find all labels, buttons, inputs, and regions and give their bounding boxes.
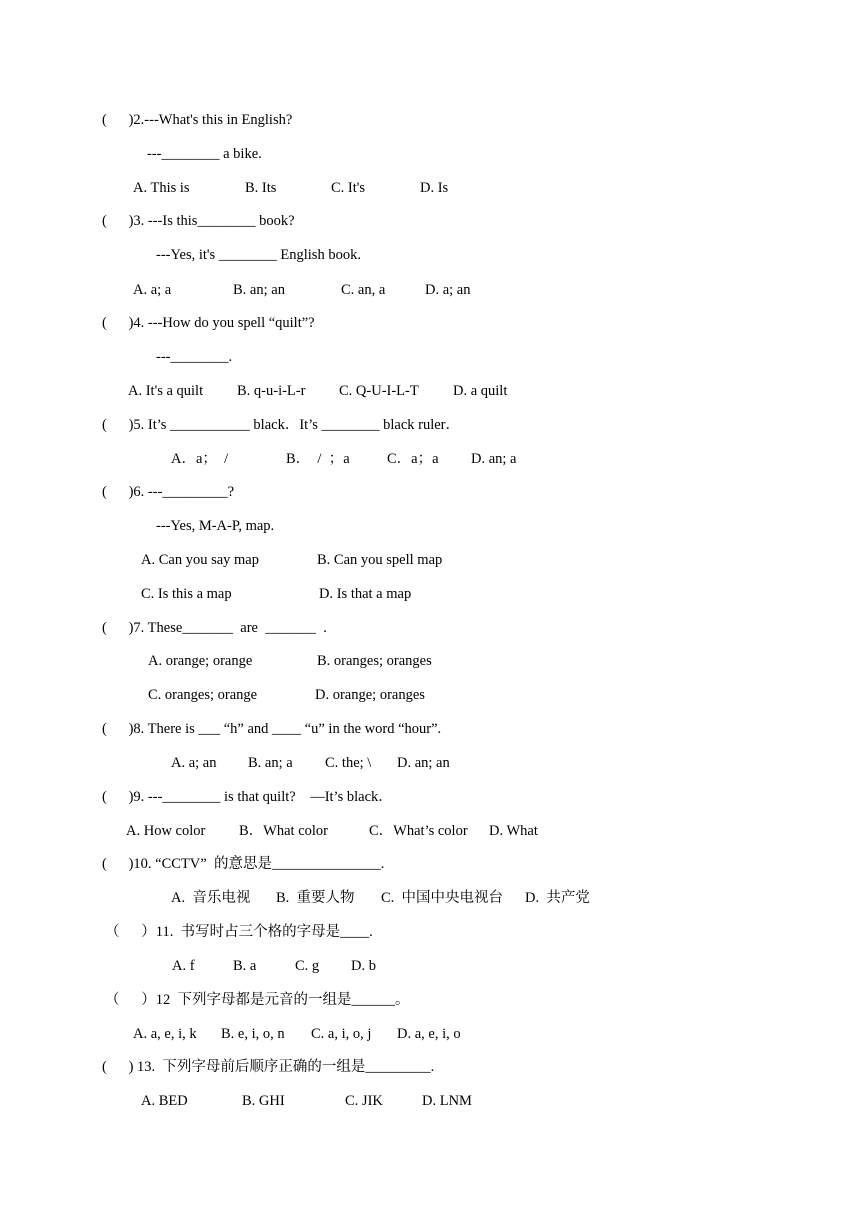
option-b: B. an; an xyxy=(233,282,285,298)
option-b: B. oranges; oranges xyxy=(317,653,432,669)
option-d: D. an; a xyxy=(471,451,517,467)
option-b: B． / ；a xyxy=(286,451,350,467)
option-a: A. Can you say map xyxy=(141,552,259,568)
question-2-reply: ---________ a bike. xyxy=(147,146,262,162)
option-c: C. Q-U-I-L-T xyxy=(339,383,419,399)
question-12-stem: （ ）12 下列字母都是元音的一组是______。 xyxy=(105,992,410,1008)
question-7-stem: ( )7. These_______ are _______ . xyxy=(102,620,327,636)
option-a: A. f xyxy=(172,958,195,974)
option-b: B. 重要人物 xyxy=(276,890,355,906)
option-d: D. What xyxy=(489,823,538,839)
option-b: B. e, i, o, n xyxy=(221,1026,285,1042)
option-a: A. orange; orange xyxy=(148,653,253,669)
option-a: A. It's a quilt xyxy=(128,383,204,399)
option-c: C. Is this a map xyxy=(141,586,232,602)
option-a: A. BED xyxy=(141,1093,188,1109)
question-11-stem: （ ）11. 书写时占三个格的字母是____. xyxy=(105,924,373,940)
option-c: C. an, a xyxy=(341,282,386,298)
question-4-reply: ---________. xyxy=(156,349,233,365)
option-d: D. a, e, i, o xyxy=(397,1026,461,1042)
option-a: A. a; an xyxy=(171,755,217,771)
option-b: B. q-u-i-L-r xyxy=(237,383,306,399)
question-6-stem: ( )6. ---_________? xyxy=(102,484,235,500)
option-d: D. 共产党 xyxy=(525,890,590,906)
option-a: A. a, e, i, k xyxy=(133,1026,197,1042)
option-c: C. JIK xyxy=(345,1093,383,1109)
option-c: C．What’s color xyxy=(369,823,468,839)
question-4-stem: ( )4. ---How do you spell “quilt”? xyxy=(102,315,315,331)
option-d: D. Is that a map xyxy=(319,586,412,602)
option-b: B. GHI xyxy=(242,1093,285,1109)
option-a: A．a； / xyxy=(171,451,229,467)
option-c: C. g xyxy=(295,958,320,974)
question-5-stem: ( )5. It’s ___________ black．It’s ________ black ruler． xyxy=(102,417,461,433)
question-6-reply: ---Yes, M-A-P, map. xyxy=(156,518,275,534)
question-10-stem: ( )10. “CCTV” 的意思是_______________. xyxy=(102,856,385,872)
option-d: D. b xyxy=(351,958,376,974)
question-3-reply: ---Yes, it's ________ English book. xyxy=(156,247,361,263)
option-b: B．What color xyxy=(239,823,328,839)
option-a: A. 音乐电视 xyxy=(171,890,251,906)
option-b: B. a xyxy=(233,958,257,974)
option-d: D. Is xyxy=(420,180,449,196)
question-13-stem: ( ) 13. 下列字母前后顺序正确的一组是_________. xyxy=(102,1059,435,1075)
option-a: A. This is xyxy=(133,180,190,196)
option-d: D. a quilt xyxy=(453,383,508,399)
option-c: C．a；a xyxy=(387,451,439,467)
option-d: D. an; an xyxy=(397,755,450,771)
option-c: C. oranges; orange xyxy=(148,687,258,703)
option-d: D. orange; oranges xyxy=(315,687,425,703)
option-b: B. Can you spell map xyxy=(317,552,443,568)
option-c: C. a, i, o, j xyxy=(311,1026,372,1042)
option-d: D. a; an xyxy=(425,282,471,298)
option-d: D. LNM xyxy=(422,1093,472,1109)
option-c: C. 中国中央电视台 xyxy=(381,890,504,906)
question-8-stem: ( )8. There is ___ “h” and ____ “u” in the word “hour”. xyxy=(102,721,442,737)
option-b: B. Its xyxy=(245,180,277,196)
question-3-stem: ( )3. ---Is this________ book? xyxy=(102,213,295,229)
option-a: A. a; a xyxy=(133,282,172,298)
question-9-stem: ( )9. ---________ is that quilt? —It’s black． xyxy=(102,789,393,805)
option-a: A. How color xyxy=(126,823,206,839)
option-b: B. an; a xyxy=(248,755,293,771)
option-c: C. the; \ xyxy=(325,755,372,771)
question-2-stem: ( )2.---What's this in English? xyxy=(102,112,293,128)
option-c: C. It's xyxy=(331,180,366,196)
